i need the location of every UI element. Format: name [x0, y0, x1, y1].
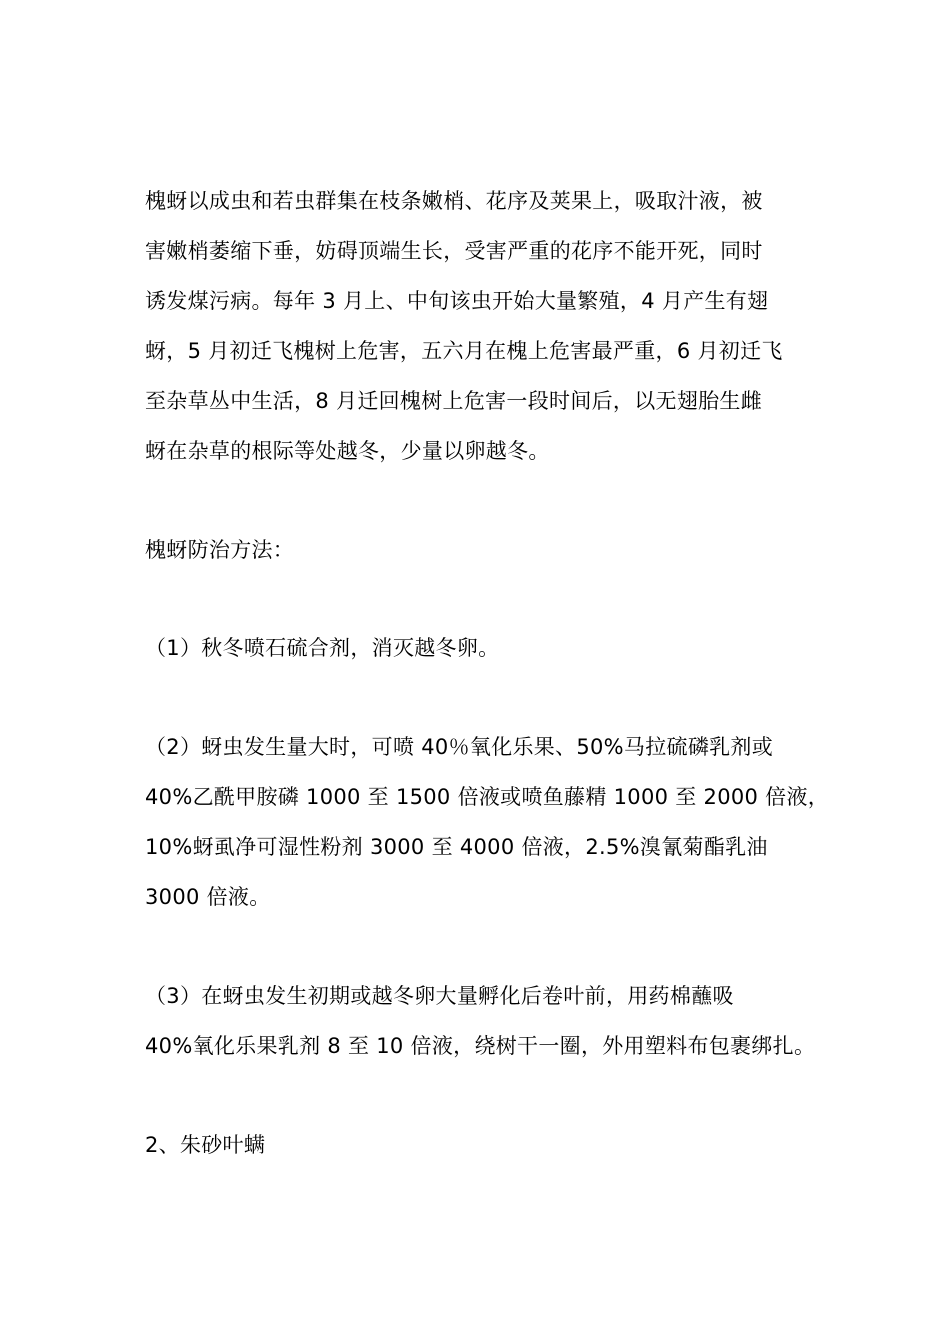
- paragraph-1-line-1: 槐蚜以成虫和若虫群集在枝条嫩梢、花序及荚果上，吸取汁液，被: [145, 189, 763, 213]
- paragraph-1-line-4: 蚜，5 月初迁飞槐树上危害，五六月在槐上危害最严重，6 月初迁飞: [145, 339, 783, 363]
- paragraph-1-line-3: 诱发煤污病。每年 3 月上、中旬该虫开始大量繁殖，4 月产生有翅: [145, 289, 769, 313]
- method-item-2-line-3: 10%蚜虱净可湿性粉剂 3000 至 4000 倍液，2.5%溴氰菊酯乳油: [145, 835, 768, 859]
- method-item-2-line-1: （2）蚜虫发生量大时，可喷 40％氧化乐果、50%马拉硫磷乳剂或: [145, 735, 774, 759]
- method-item-2-line-2: 40%乙酰甲胺磷 1000 至 1500 倍液或喷鱼藤精 1000 至 2000 倍液，: [145, 785, 830, 809]
- section-heading-2: 2、朱砂叶螨: [145, 1133, 266, 1157]
- paragraph-1-line-5: 至杂草丛中生活，8 月迁回槐树上危害一段时间后，以无翅胎生雌: [145, 389, 763, 413]
- paragraph-1-line-2: 害嫩梢萎缩下垂，妨碍顶端生长，受害严重的花序不能开死，同时: [145, 239, 763, 263]
- method-item-1-line-1: （1）秋冬喷石硫合剂，消灭越冬卵。: [145, 636, 500, 660]
- method-item-3-line-2: 40%氧化乐果乳剂 8 至 10 倍液，绕树干一圈，外用塑料布包裹绑扎。: [145, 1034, 816, 1058]
- section-heading-control-methods: 槐蚜防治方法：: [145, 538, 295, 562]
- paragraph-1-line-6: 蚜在杂草的根际等处越冬，少量以卵越冬。: [145, 439, 550, 463]
- method-item-2-line-4: 3000 倍液。: [145, 885, 271, 909]
- method-item-3-line-1: （3）在蚜虫发生初期或越冬卵大量孵化后卷叶前，用药棉蘸吸: [145, 984, 734, 1008]
